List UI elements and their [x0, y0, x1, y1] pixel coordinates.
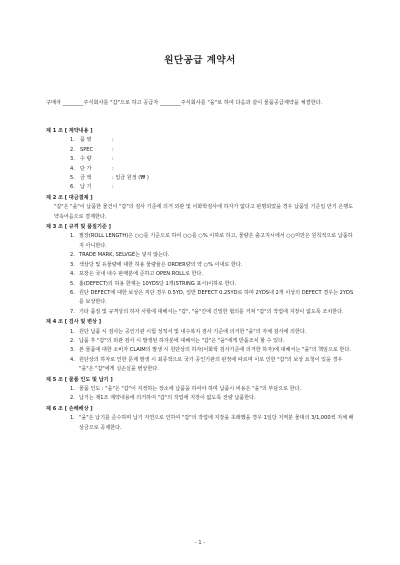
list-item: 4. 포장은 국내 내수 판매분에 준하고 OPEN ROLL로 한다.	[70, 271, 203, 278]
article-1	[46, 127, 356, 193]
list-item: 2. 납품 후 "갑"의 외관 검사 시 발생된 하자분에 대해서는 "갑"은 "을"에게 반품조치 할 수 있다.	[70, 337, 285, 344]
article-paragraph: "갑"은 "을"이 납품한 물건이 "갑"의 검사 기준에 의거 외관 및 이화학검사에 하자가 없다고 판명되었을 경우 납품일 기준일 만기 은행도 약속어음으로 결제한다.	[54, 204, 354, 220]
intro-paragraph: 구매자 ________주식회사를 "갑"으로 하고 공급자 ________주식회사를 "을"로 하여 다음과 같이 물품공급계약을 체결한다.	[46, 100, 323, 106]
list-item: 4. 단 가 :	[70, 165, 114, 172]
article-3	[46, 223, 356, 317]
list-item: 7. 기타 품질 및 규격상의 하자 사항에 대해서는 "갑", "을"간에 긴밀한 협의를 거쳐 "갑"의 작업에 지장이 없도록 조치한다.	[70, 308, 344, 315]
article-heading: 제 2 조 [ 대금결제 ]	[46, 194, 93, 201]
list-item: 6. 납 기 :	[70, 184, 114, 191]
contract-body	[46, 126, 356, 433]
list-item: 3. 본 물품에 대한 소비자 CLAIM의 발생 시 원단상의 하자(이화학 검사기준에 의거한 하자)에 대해서는 "을"의 책임으로 한다.	[70, 347, 351, 354]
article-heading: 제 4 조 [ 검사 및 변상 ]	[46, 319, 102, 326]
list-item: 1. 필장(ROLL LENGTH)은 ○○를 기준으로 하여 ○○를 ○% 이하로 하고, 물량은 출고지시에서 ○○미만은 원칙적으로 납품하지 아니한다.	[70, 233, 353, 249]
list-item: 1. 물품 인도 : "을"은 "갑"이 지정하는 장소에 납품을 하여야 하며 납품시 비용은 "을"의 부담으로 한다.	[70, 385, 302, 392]
list-item: 4. 원단상의 하자로 인한 문제 발생 시 최종적으로 국가 공인기관의 판정에 따르며 이로 인한 "갑"의 보상 요청이 있을 경우 "을"은 "갑"에게 실손실을 변상한다.	[70, 356, 343, 373]
list-item: 2. TRADE MARK, SELVGE는 넣지 않는다.	[70, 252, 170, 259]
article-4	[46, 318, 356, 374]
article-heading: 제 3 조 [ 규격 및 품질기준 ]	[46, 224, 111, 231]
document-title: 원단공급 계약서	[164, 55, 236, 66]
list-item: 1. 품 명 :	[70, 137, 114, 144]
article-heading: 제 6 조 [ 손해배상 ]	[46, 405, 93, 412]
list-item: 6. 원단 DEFECT에 대한 보상은 직단 경우 0.5YD, 일반 DEFECT 0.25YD로 하며 2YDS내 2개 이상의 DEFECT 경우는 2YDS를 보상한다.	[70, 289, 354, 306]
article-heading: 제 1 조 [ 계약내용 ]	[46, 128, 93, 134]
list-item: 3. 색상당 및 유물량에 대한 허용 물량율은 ORDER량의 약 ○% 이내로 한다.	[70, 261, 243, 268]
page-number: - 1 -	[194, 540, 206, 546]
article-heading: 제 5 조 [ 물품 인도 및 납기 ]	[46, 376, 113, 383]
list-item: 3. 수 량 :	[70, 156, 114, 163]
list-item: 1. "을"은 납기를 준수하며 납기 지연으로 인하여 "갑"의 작업에 지장을 초래했을 경우 1일당 지역분 물대의 3/1,000씩 지체 배상금으로 공제한다.	[70, 415, 354, 431]
article-5	[46, 376, 356, 404]
list-item: 5. 홈(DEFECT)의 허용 한계는 10YDS당 1개(STRING 표시)이하로 한다.	[70, 280, 237, 287]
list-item: 1. 원단 납품 시 검사는 공인기관 시험 성적서 및 내수복지 검사 기준에 의거한 "을"의 자체 검사에 의한다.	[70, 328, 307, 335]
list-item: 2. 납기는 제1조 계약내용에 의거하여 "갑"의 작업에 지장이 없도록 전량 납품한다.	[70, 395, 256, 402]
article-6	[46, 405, 356, 433]
article-2	[46, 194, 356, 222]
list-item: 5. 금 액 : 일금 원정 (₩ )	[70, 175, 149, 182]
list-item: 2. SPEC :	[70, 146, 114, 153]
